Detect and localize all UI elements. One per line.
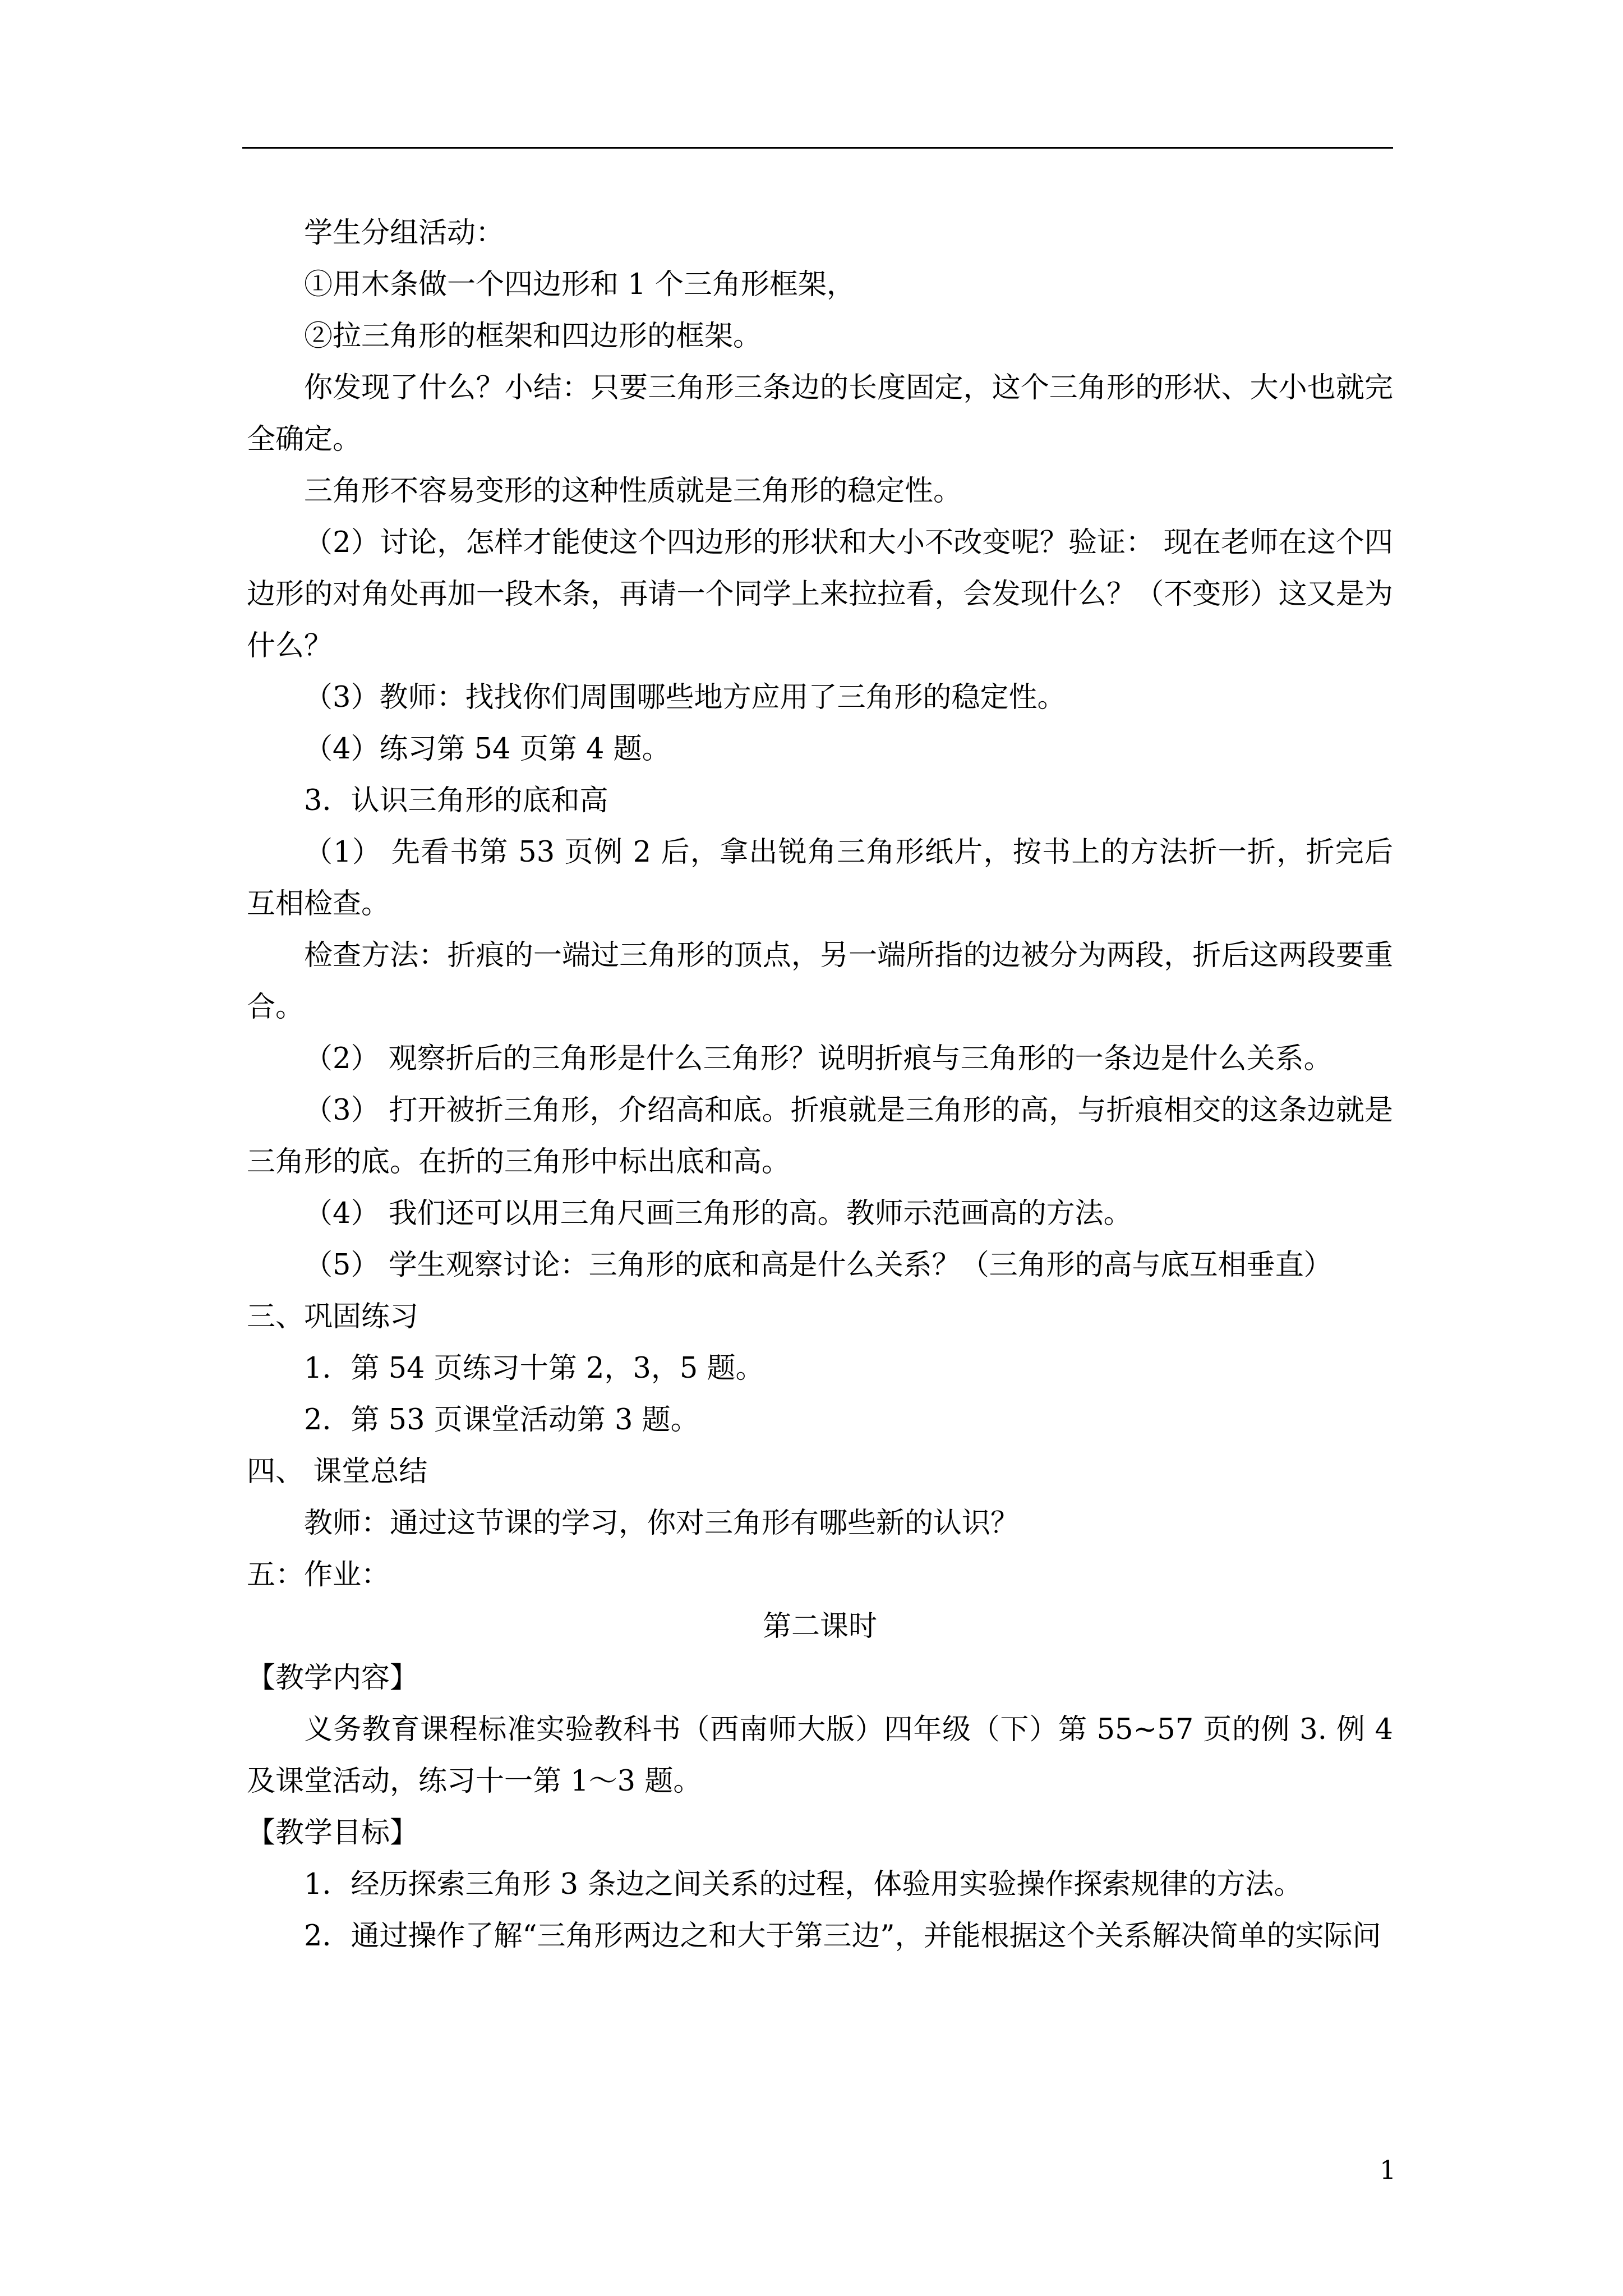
heading-teaching-goals: 【教学目标】: [247, 1816, 419, 1849]
paragraph-step-2: ②拉三角形的框架和四边形的框架。: [304, 320, 762, 353]
paragraph-stability: 三角形不容易变形的这种性质就是三角形的稳定性。: [304, 475, 962, 508]
paragraph-step-1: ①用木条做一个四边形和 1 个三角形框架，: [304, 268, 855, 301]
paragraph-summary: 你发现了什么？小结：只要三角形三条边的长度固定，这个三角形的形状、大小也就完全确定。: [247, 371, 1393, 456]
paragraph-teaching-content: 义务教育课程标准实验教科书（西南师大版）四年级（下）第 55~57 页的例 3. 例 4 及课堂活动，练习十一第 1～3 题。: [247, 1713, 1393, 1798]
paragraph-exercise-54: （4）练习第 54 页第 4 题。: [304, 733, 671, 766]
section-base-height: 3．认识三角形的底和高: [304, 784, 608, 817]
heading-teaching-content: 【教学内容】: [247, 1662, 419, 1695]
paragraph-fold-1: （1） 先看书第 53 页例 2 后，拿出锐角三角形纸片，按书上的方法折一折，折完后互相检查。: [247, 836, 1393, 921]
paragraph-goal-1: 1．经历探索三角形 3 条边之间关系的过程，体验用实验操作探索规律的方法。: [304, 1868, 1303, 1901]
paragraph-fold-3: （3） 打开被折三角形，介绍高和底。折痕就是三角形的高，与折痕相交的这条边就是三角形的底。在折的三角形中标出底和高。: [247, 1094, 1393, 1179]
paragraph-practice-1: 1．第 54 页练习十第 2，3，5 题。: [304, 1352, 764, 1385]
paragraph-teacher-find: （3）教师：找找你们周围哪些地方应用了三角形的稳定性。: [304, 681, 1066, 714]
paragraph-fold-4: （4） 我们还可以用三角尺画三角形的高。教师示范画高的方法。: [304, 1197, 1132, 1230]
paragraph-goal-2: 2．通过操作了解“三角形两边之和大于第三边”，并能根据这个关系解决简单的实际问: [304, 1920, 1381, 1953]
paragraph-group-activity: 学生分组活动：: [304, 217, 505, 250]
page-number: 1: [1380, 2155, 1396, 2185]
heading-second-lesson: 第二课时: [762, 1610, 877, 1643]
heading-summary: 四、 课堂总结: [247, 1455, 428, 1488]
document-body: [247, 208, 1393, 1962]
header-rule: [242, 147, 1393, 149]
heading-practice: 三、巩固练习: [247, 1300, 419, 1333]
paragraph-practice-2: 2．第 53 页课堂活动第 3 题。: [304, 1404, 699, 1437]
heading-homework: 五：作业：: [247, 1558, 390, 1591]
paragraph-teacher-summary: 教师：通过这节课的学习，你对三角形有哪些新的认识？: [304, 1507, 1020, 1540]
paragraph-check-method: 检查方法：折痕的一端过三角形的顶点，另一端所指的边被分为两段，折后这两段要重合。: [247, 939, 1393, 1024]
paragraph-discussion: （2）讨论，怎样才能使这个四边形的形状和大小不改变呢？验证： 现在老师在这个四边形的对角处再加一段木条，再请一个同学上来拉拉看，会发现什么？（不变形）这又是为什么？: [247, 526, 1393, 662]
paragraph-fold-2: （2） 观察折后的三角形是什么三角形？说明折痕与三角形的一条边是什么关系。: [304, 1042, 1332, 1075]
paragraph-fold-5: （5） 学生观察讨论：三角形的底和高是什么关系？（三角形的高与底互相垂直）: [304, 1249, 1332, 1282]
